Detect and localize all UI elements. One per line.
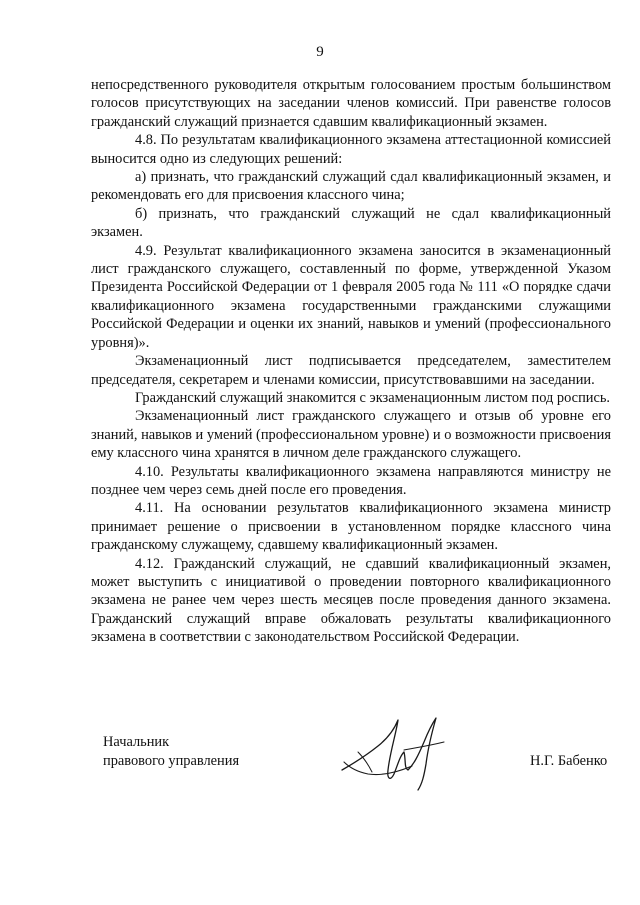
- paragraph-4-9: 4.9. Результат квалификационного экзамена заносится в экзаменационный лист гражданского служащего, составленный по форме, утвержденной Указом Президента Российской Федерации от 1 февраля 2005 года № 111 «О порядке сдачи квалификационного экзамена государственными гражданскими служащими Российской Федерации и оценки их знаний, навыков и умений (профессионального уровня)».: [91, 242, 611, 351]
- signatory-position-line2: правового управления: [103, 753, 240, 769]
- paragraph-4-8-a: а) признать, что гражданский служащий сдал квалификационный экзамен, и рекомендовать его для присвоения классного чина;: [91, 169, 611, 204]
- page-number: 9: [316, 44, 324, 60]
- signatory-name: Н.Г. Бабенко: [530, 753, 608, 769]
- document-body: [91, 76, 611, 647]
- paragraph-4-11: 4.11. На основании результатов квалификационного экзамена министр принимает решение о присвоении в установленном порядке классного чина гражданскому служащему, сдавшему квалификационный экзамен.: [91, 500, 611, 554]
- paragraph-exam-sheet-acknowledge: Гражданский служащий знакомится с экзаменационным листом под роспись.: [135, 389, 611, 406]
- paragraph-4-8: 4.8. По результатам квалификационного экзамена аттестационной комиссией выносится одно из следующих решений:: [91, 132, 611, 167]
- signatory-position-line1: Начальник: [103, 734, 170, 750]
- paragraph-continuation: непосредственного руководителя открытым голосованием простым большинством голосов присутствующих на заседании членов комиссий. При равенстве голосов гражданский служащий признается сдавшим квалификационный экзамен.: [91, 77, 611, 130]
- paragraph-4-8-b: б) признать, что гражданский служащий не сдал квалификационный экзамен.: [91, 205, 611, 241]
- signatory-position: [103, 733, 239, 771]
- paragraph-4-10: 4.10. Результаты квалификационного экзамена направляются министру не позднее чем через семь дней после его проведения.: [91, 463, 611, 498]
- paragraph-4-12: 4.12. Гражданский служащий, не сдавший квалификационный экзамен, может выступить с инициативой о проведении повторного квалификационного экзамена не ранее чем через шесть месяцев после проведения данного экзамена. Гражданский служащий вправе обжаловать результаты квалификационного экзамена в соответствии с законодательством Российской Федерации.: [91, 555, 611, 646]
- handwritten-signature: [338, 712, 448, 792]
- paragraph-exam-sheet-storage: Экзаменационный лист гражданского служащего и отзыв об уровне его знаний, навыков и умений (профессиональном уровне) и о возможности присвоения ему классного чина хранятся в личном деле гражданского служащего.: [91, 408, 611, 462]
- paragraph-exam-sheet-signing: Экзаменационный лист подписывается председателем, заместителем председателя, секретарем и членами комиссии, присутствовавшими на заседании.: [91, 353, 611, 388]
